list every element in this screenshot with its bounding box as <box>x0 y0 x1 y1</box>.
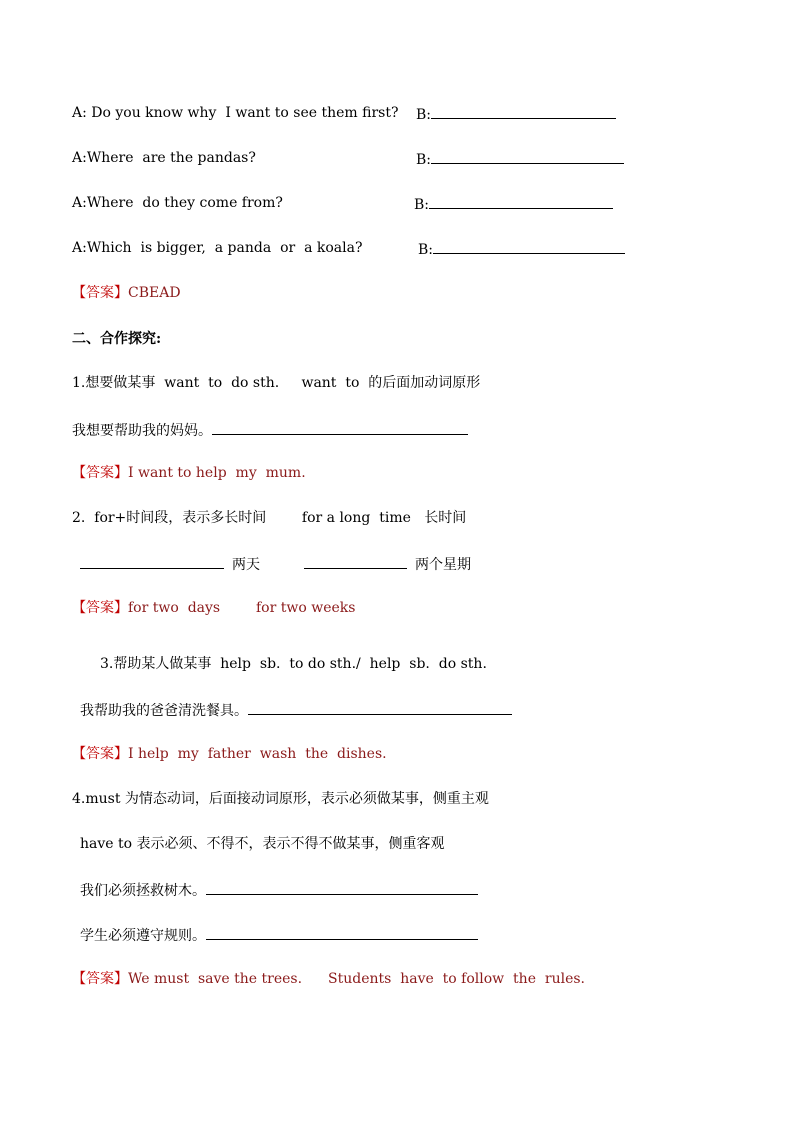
answer-label: 【答案】 <box>72 971 128 987</box>
answer-blank[interactable] <box>304 554 407 569</box>
answer-line-item2 <box>72 599 220 617</box>
answer-blank[interactable] <box>433 239 625 254</box>
item1-rule: 1.想要做某事 want to do sth. want to 的后面加动词原形 <box>72 375 481 391</box>
item2-label-a: 两天 <box>232 557 260 573</box>
dialogue-q3 <box>72 194 283 212</box>
dialogue-q1 <box>72 104 398 122</box>
answer-blank[interactable] <box>206 880 478 895</box>
answer-label: 【答案】 <box>72 746 128 762</box>
item4-rule2: have to 表示必须、不得不，表示不得不做某事，侧重客观 <box>80 836 445 852</box>
item1-prompt: 我想要帮助我的妈妈。 <box>72 423 212 439</box>
item3-rule: 3.帮助某人做某事 help sb. to do sth./ help sb. do sth. <box>100 656 487 672</box>
dialogue-q2 <box>72 149 256 167</box>
dialogue-q4 <box>72 239 362 257</box>
answer-text: I want to help my mum. <box>128 465 306 481</box>
item1-prompt-line <box>72 420 468 440</box>
item3-prompt: 我帮助我的爸爸清洗餐具。 <box>80 703 248 719</box>
item4-rule1: 4.must 为情态动词，后面接动词原形，表示必须做某事，侧重主观 <box>72 791 489 807</box>
answer-line-1 <box>72 284 181 302</box>
dialogue-b3-label: B: <box>414 197 430 213</box>
answer-label: 【答案】 <box>72 285 128 301</box>
dialogue-b1 <box>416 104 616 124</box>
answer-blank[interactable] <box>80 554 224 569</box>
answer-line-item4 <box>72 970 302 988</box>
item4-prompt1-line <box>80 880 478 900</box>
dialogue-b2-label: B: <box>416 152 432 168</box>
answer-blank[interactable] <box>431 149 624 164</box>
answer-text-a: for two days <box>128 600 221 616</box>
dialogue-b3 <box>414 194 613 214</box>
answer-blank[interactable] <box>212 420 468 435</box>
section-title: 二、合作探究: <box>72 331 162 347</box>
answer-text: I help my father wash the dishes. <box>128 746 387 762</box>
answer-blank[interactable] <box>248 700 512 715</box>
item2-blank-a <box>80 554 260 574</box>
answer-text: CBEAD <box>128 285 181 301</box>
answer-text-b: Students have to follow the rules. <box>328 971 585 987</box>
dialogue-b1-label: B: <box>416 107 432 123</box>
answer-line-item4-b <box>328 970 585 988</box>
dialogue-q2-text: A:Where are the pandas? <box>72 150 256 166</box>
item4-prompt1: 我们必须拯救树木。 <box>80 883 206 899</box>
item4-prompt2-line <box>80 925 478 945</box>
dialogue-b4 <box>418 239 625 259</box>
answer-text-b: for two weeks <box>256 600 356 616</box>
item3-prompt-line <box>80 700 512 720</box>
dialogue-b2 <box>416 149 624 169</box>
answer-line-item1 <box>72 464 306 482</box>
answer-blank[interactable] <box>206 925 478 940</box>
item2-rule: 2. for+时间段，表示多长时间 for a long time 长时间 <box>72 510 467 526</box>
answer-line-item2-b <box>256 599 355 617</box>
dialogue-q4-text: A:Which is bigger, a panda or a koala? <box>72 240 363 256</box>
dialogue-q3-text: A:Where do they come from? <box>72 195 283 211</box>
item4-prompt2: 学生必须遵守规则。 <box>80 928 206 944</box>
dialogue-b4-label: B: <box>418 242 434 258</box>
answer-text-a: We must save the trees. <box>128 971 303 987</box>
answer-blank[interactable] <box>431 104 616 119</box>
item2-label-b: 两个星期 <box>415 557 471 573</box>
answer-line-item3 <box>72 745 387 763</box>
dialogue-q1-text: A: Do you know why I want to see them first? <box>72 105 399 121</box>
answer-label: 【答案】 <box>72 465 128 481</box>
answer-blank[interactable] <box>429 194 613 209</box>
item2-blank-b <box>304 554 471 574</box>
answer-label: 【答案】 <box>72 600 128 616</box>
